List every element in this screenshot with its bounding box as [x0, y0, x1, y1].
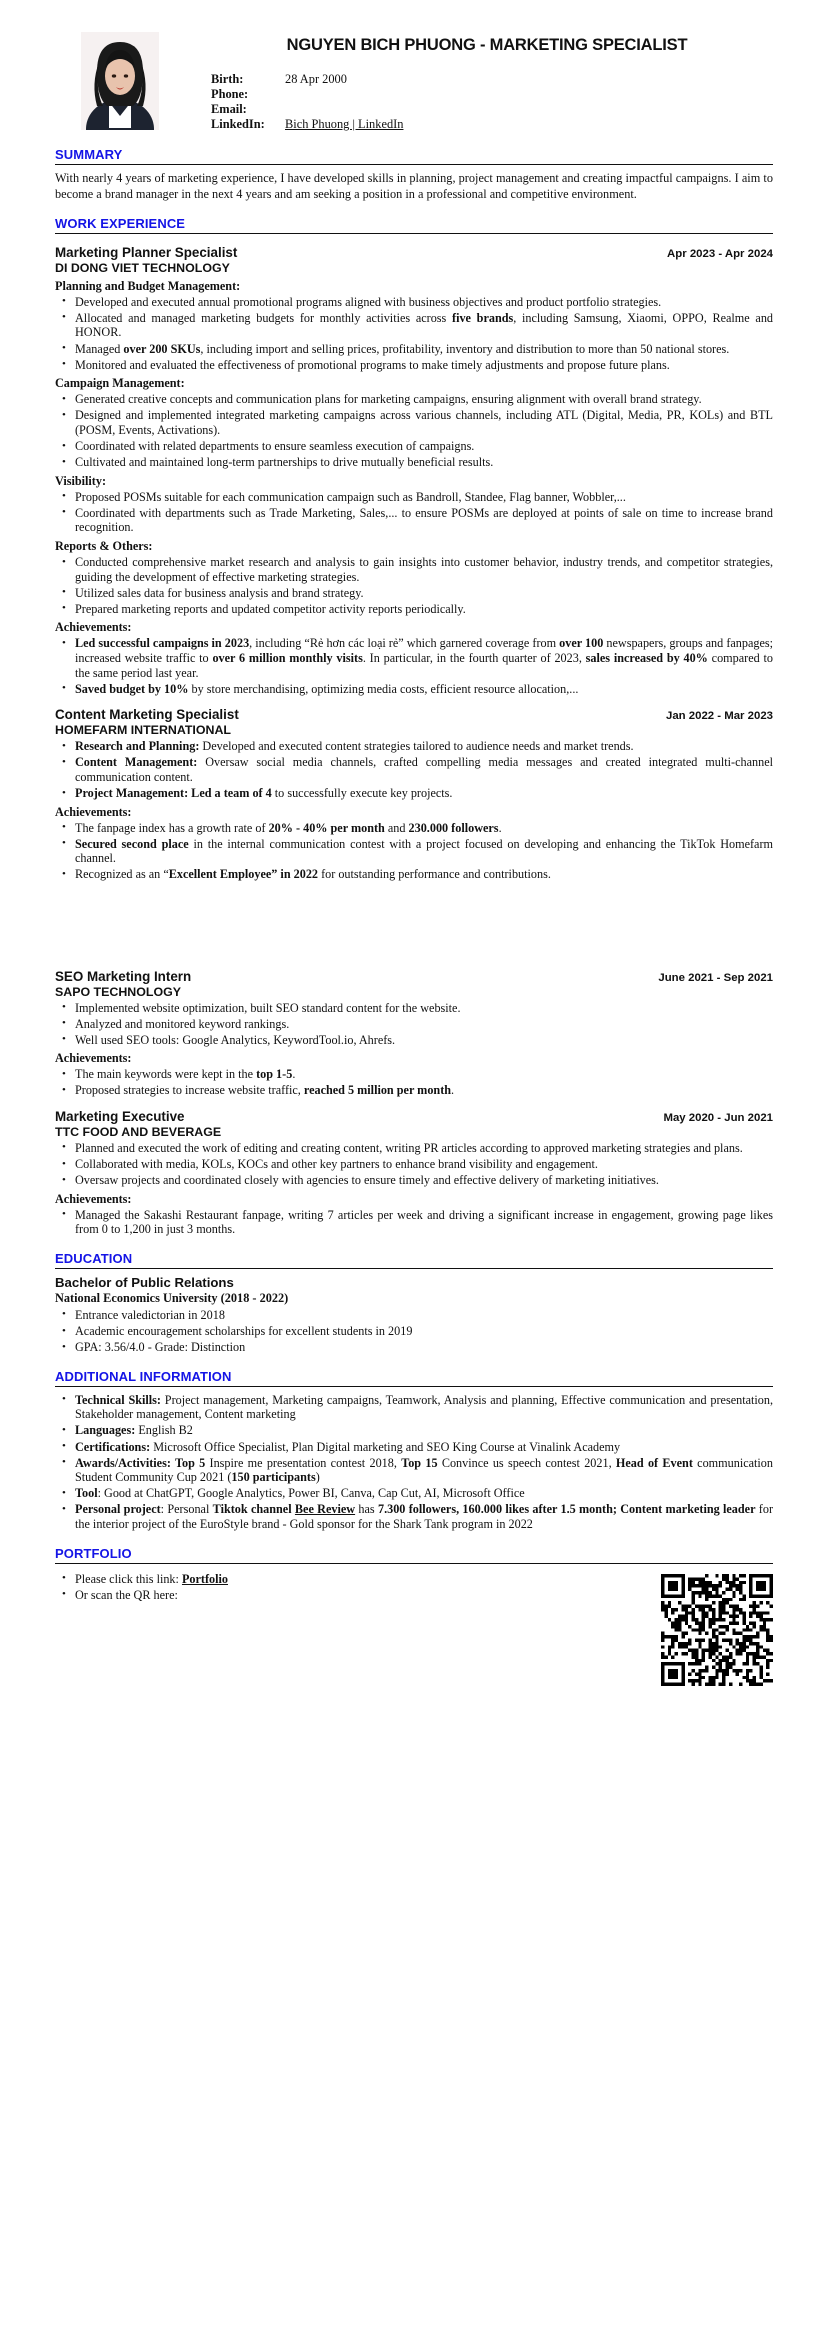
contact-label-email: Email: — [211, 102, 247, 117]
job-list — [55, 245, 773, 1237]
contact-list — [211, 73, 773, 132]
list-item: • Oversaw projects and coordinated closely with agencies to ensure timely and effective delivery of marketing initiatives. — [55, 1173, 773, 1188]
job-bullets — [55, 636, 773, 696]
job-date: May 2020 - Jun 2021 — [663, 1111, 773, 1124]
job-group-heading: Visibility: — [55, 473, 107, 488]
education-school: National Economics University (2018 - 2022) — [55, 1290, 289, 1305]
job-title: Content Marketing Specialist — [55, 707, 239, 723]
work-divider — [55, 233, 773, 234]
job-group-heading: Achievements: — [55, 1051, 132, 1066]
list-item: • Cultivated and maintained long-term partnerships to drive mutually beneficial results. — [55, 455, 773, 470]
job-group-heading: Achievements: — [55, 620, 132, 635]
education-divider — [55, 1268, 773, 1269]
qr-code — [661, 1574, 773, 1686]
work-section — [55, 216, 773, 1237]
job-group-heading: Achievements: — [55, 1191, 132, 1206]
list-item: • Personal project: Personal Tiktok channel Bee Review has 7.300 followers, 160.000 likes after 1.5 month; Content marketing leader for the interior project of the EuroStyle brand - Gold sponsor for the Shark Tank program in 2022 — [55, 1502, 773, 1531]
list-item: • Developed and executed annual promotional programs aligned with business objectives and product portfolio strategies. — [55, 295, 773, 310]
job-company: DI DONG VIET TECHNOLOGY — [55, 260, 230, 275]
list-item: • Utilized sales data for business analysis and brand strategy. — [55, 586, 773, 601]
summary-divider — [55, 164, 773, 165]
job-group-heading: Reports & Others: — [55, 539, 153, 553]
contact-value-linkedin[interactable] — [285, 118, 403, 132]
list-item: • Conducted comprehensive market research and analysis to gain insights into customer behavior, industry trends, and competitor strategies, guiding the development of effective marketing strategies. — [55, 555, 773, 584]
job-title: SEO Marketing Intern — [55, 968, 192, 984]
list-item: • The fanpage index has a growth rate of 20% - 40% per month and 230.000 followers. — [55, 821, 773, 836]
additional-heading: ADDITIONAL INFORMATION — [55, 1368, 232, 1384]
list-item: • Coordinated with related departments to ensure seamless execution of campaigns. — [55, 439, 773, 454]
job-bullets — [55, 555, 773, 616]
list-item: • Content Management: Oversaw social media channels, crafted compelling media messages and created integrated multi-channel communication content. — [55, 755, 773, 784]
job-header — [55, 245, 773, 260]
portfolio-bullets — [55, 1572, 651, 1603]
list-item: • Managed over 200 SKUs, including import and selling prices, profitability, inventory and distribution to more than 50 national stores. — [55, 342, 773, 357]
job-date: Jan 2022 - Mar 2023 — [665, 710, 773, 723]
additional-section — [55, 1369, 773, 1532]
resume-header — [55, 26, 773, 133]
contact-label-phone: Phone: — [211, 87, 249, 102]
header-text-block — [177, 26, 773, 133]
list-item: • Or scan the QR here: — [55, 1588, 651, 1603]
portfolio-section — [55, 1546, 773, 1686]
list-item: • Project Management: Led a team of 4 to successfully execute key projects. — [55, 786, 773, 801]
contact-label-birth: Birth: — [211, 72, 244, 86]
list-item: • Implemented website optimization, built SEO standard content for the website. — [55, 1001, 773, 1016]
list-item: • Please click this link: Portfolio — [55, 1572, 651, 1587]
job-company: HOMEFARM INTERNATIONAL — [55, 723, 231, 738]
job-header — [55, 1109, 773, 1124]
contact-row-phone — [211, 88, 773, 102]
job-bullets — [55, 821, 773, 882]
education-heading: EDUCATION — [55, 1250, 133, 1266]
list-item: • Generated creative concepts and communication plans for marketing campaigns, ensuring alignment with overall brand strategy. — [55, 392, 773, 407]
list-item: • Certifications: Microsoft Office Specialist, Plan Digital marketing and SEO King Course at Vinalink Academy — [55, 1440, 773, 1455]
list-item: • Well used SEO tools: Google Analytics, KeywordTool.io, Ahrefs. — [55, 1033, 773, 1048]
work-heading: WORK EXPERIENCE — [55, 215, 186, 231]
job-entry — [55, 707, 773, 882]
page-title: NGUYEN BICH PHUONG - MARKETING SPECIALIST — [286, 36, 688, 54]
list-item: • GPA: 3.56/4.0 - Grade: Distinction — [55, 1340, 773, 1355]
list-item: • Entrance valedictorian in 2018 — [55, 1308, 773, 1323]
education-degree: Bachelor of Public Relations — [55, 1274, 234, 1290]
job-entry — [55, 1109, 773, 1237]
list-item: • Proposed POSMs suitable for each communication campaign such as Bandroll, Standee, Flag banner, Wobbler,... — [55, 490, 773, 505]
list-item: • Led successful campaigns in 2023, including “Rẻ hơn các loại rẻ” which garnered coverage from over 100 newspapers, groups and fanpages; increased website traffic to over 6 million monthly visits. In particular, in the fourth quarter of 2023, sales increased by 40% compared to the same period last year. — [55, 636, 773, 680]
job-bullets — [55, 295, 773, 372]
summary-text: With nearly 4 years of marketing experience, I have developed skills in planning, project management and creating impactful campaigns. I aim to become a brand manager in the next 4 years and am seeking a position in a professional and competitive environment. — [55, 171, 773, 201]
list-item: • Allocated and managed marketing budgets for monthly activities across five brands, including Samsung, Xiaomi, OPPO, Realme and HONOR. — [55, 311, 773, 340]
list-item: • Coordinated with departments such as Trade Marketing, Sales,... to ensure POSMs are deployed at points of sale on time to increase brand recognition. — [55, 506, 773, 535]
job-company: SAPO TECHNOLOGY — [55, 984, 181, 999]
job-bullets — [55, 392, 773, 469]
list-item: • Managed the Sakashi Restaurant fanpage, writing 7 articles per week and driving a significant increase in engagement, growing page likes from 0 to 1,200 in just 3 months. — [55, 1208, 773, 1237]
additional-divider — [55, 1386, 773, 1387]
portfolio-divider — [55, 1563, 773, 1564]
list-item: • Planned and executed the work of editing and creating content, writing PR articles according to approved marketing strategies and plans. — [55, 1141, 773, 1156]
list-item: • Awards/Activities: Top 5 Inspire me presentation contest 2018, Top 15 Convince us speech contest 2021, Head of Event communication Student Community Cup 2021 (150 participants) — [55, 1456, 773, 1485]
job-bullets — [55, 490, 773, 535]
contact-value-birth: 28 Apr 2000 — [285, 72, 347, 86]
education-section — [55, 1251, 773, 1355]
job-title: Marketing Planner Specialist — [55, 244, 238, 260]
job-group-heading: Planning and Budget Management: — [55, 278, 241, 293]
summary-section — [55, 147, 773, 201]
job-bullets — [55, 739, 773, 800]
job-bullets — [55, 1067, 773, 1098]
list-item: • Languages: English B2 — [55, 1423, 773, 1438]
job-header — [55, 707, 773, 722]
contact-row-birth — [211, 73, 773, 87]
contact-row-email — [211, 103, 773, 117]
page-break-gap — [55, 884, 773, 958]
list-item: • Research and Planning: Developed and executed content strategies tailored to audience needs and market trends. — [55, 739, 773, 754]
list-item: • Recognized as an “Excellent Employee” in 2022 for outstanding performance and contributions. — [55, 867, 773, 882]
list-item: • The main keywords were kept in the top 1-5. — [55, 1067, 773, 1082]
list-item: • Analyzed and monitored keyword rankings. — [55, 1017, 773, 1032]
list-item: • Saved budget by 10% by store merchandising, optimizing media costs, efficient resource allocation,... — [55, 682, 773, 697]
profile-photo — [81, 32, 159, 130]
job-date: Apr 2023 - Apr 2024 — [667, 247, 773, 260]
job-entry — [55, 245, 773, 696]
list-item: • Collaborated with media, KOLs, KOCs and other key partners to enhance brand visibility and engagement. — [55, 1157, 773, 1172]
job-title: Marketing Executive — [55, 1108, 185, 1124]
list-item: • Prepared marketing reports and updated competitor activity reports periodically. — [55, 602, 773, 617]
job-bullets — [55, 1208, 773, 1237]
list-item: • Technical Skills: Project management, Marketing campaigns, Teamwork, Analysis and planning, Effective communication and presentation, Stakeholder management, Content marketing — [55, 1393, 773, 1422]
linkedin-link[interactable]: Bich Phuong | LinkedIn — [285, 117, 404, 132]
contact-row-linkedin — [211, 118, 773, 132]
education-bullets — [55, 1308, 773, 1355]
job-group-heading: Achievements: — [55, 804, 132, 819]
job-date: June 2021 - Sep 2021 — [658, 971, 773, 984]
job-company: TTC FOOD AND BEVERAGE — [55, 1124, 222, 1139]
job-header — [55, 969, 773, 984]
job-bullets — [55, 1001, 773, 1048]
job-group-heading: Campaign Management: — [55, 376, 185, 391]
list-item: • Tool: Good at ChatGPT, Google Analytics, Power BI, Canva, Cap Cut, AI, Microsoft Office — [55, 1486, 773, 1501]
list-item: • Academic encouragement scholarships for excellent students in 2019 — [55, 1324, 773, 1339]
list-item: • Monitored and evaluated the effectiveness of promotional programs to make timely adjustments and propose future plans. — [55, 358, 773, 373]
job-bullets — [55, 1141, 773, 1188]
contact-label-linkedin: LinkedIn: — [211, 117, 265, 132]
list-item: • Designed and implemented integrated marketing campaigns across various channels, including ATL (Digital, Media, PR, KOLs) and BTL (POSM, Events, Activations). — [55, 408, 773, 437]
summary-heading: SUMMARY — [55, 147, 123, 163]
additional-bullets — [55, 1393, 773, 1532]
list-item: • Proposed strategies to increase website traffic, reached 5 million per month. — [55, 1083, 773, 1098]
job-entry — [55, 969, 773, 1098]
list-item: • Secured second place in the internal communication contest with a project focused on developing and enhancing the TikTok Homefarm channel. — [55, 837, 773, 866]
portfolio-heading: PORTFOLIO — [55, 1545, 132, 1561]
